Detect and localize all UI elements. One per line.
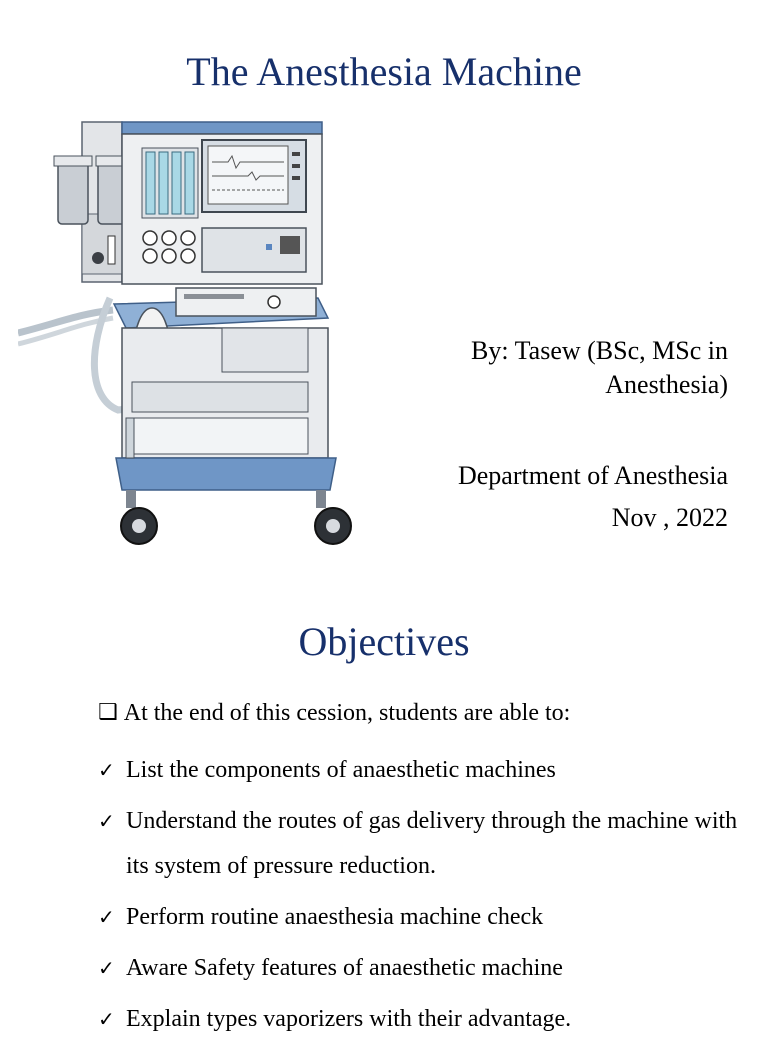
presentation-date: Nov , 2022 bbox=[611, 503, 728, 532]
checkmark-icon: ✓ bbox=[98, 758, 115, 782]
slide-title: The Anesthesia Machine bbox=[186, 49, 582, 94]
checkmark-icon: ✓ bbox=[98, 1007, 115, 1031]
checkbox-icon: ❑ bbox=[98, 700, 118, 725]
list-item bbox=[98, 895, 738, 940]
checkmark-icon: ✓ bbox=[98, 809, 115, 833]
list-item bbox=[98, 997, 738, 1042]
objectives-intro bbox=[98, 697, 570, 729]
objective-text: Explain types vaporizers with their advantage. bbox=[126, 1006, 572, 1032]
objectives-list bbox=[98, 748, 738, 1048]
list-item bbox=[98, 748, 738, 793]
intro-text: At the end of this cession, students are able to: bbox=[123, 700, 571, 726]
objectives-slide bbox=[0, 580, 768, 1032]
list-item bbox=[98, 799, 738, 889]
objective-text: List the components of anaesthetic machines bbox=[126, 757, 556, 783]
anesthesia-machine-illustration bbox=[18, 118, 363, 556]
list-item bbox=[98, 946, 738, 991]
objective-text: Aware Safety features of anaesthetic machine bbox=[126, 955, 563, 981]
objective-text: Understand the routes of gas delivery through the machine with its system of pressure reduction. bbox=[126, 808, 738, 879]
department-name: Department of Anesthesia bbox=[457, 461, 728, 490]
author-line-2: Anesthesia) bbox=[605, 370, 728, 399]
author-line-1: By: Tasew (BSc, MSc in bbox=[471, 336, 728, 365]
checkmark-icon: ✓ bbox=[98, 956, 115, 980]
author-credit bbox=[408, 334, 728, 402]
objective-text: Perform routine anaesthesia machine check bbox=[126, 904, 544, 930]
department-block bbox=[368, 455, 728, 539]
objectives-title: Objectives bbox=[298, 619, 470, 664]
checkmark-icon: ✓ bbox=[98, 905, 115, 929]
